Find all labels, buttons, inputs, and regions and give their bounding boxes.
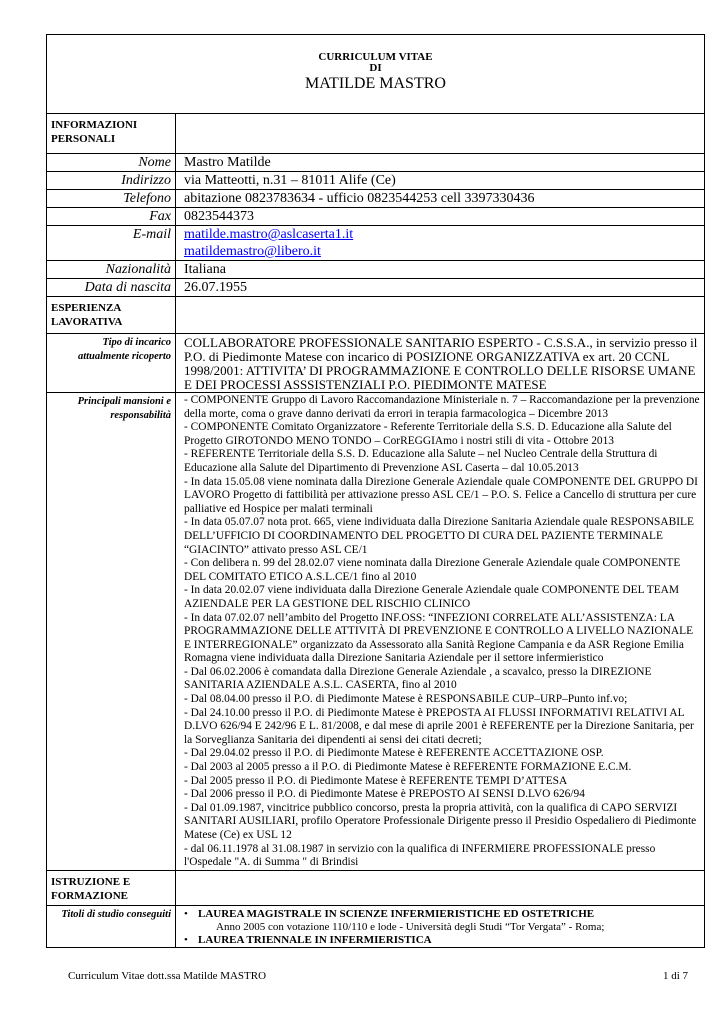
degree-title: LAUREA TRIENNALE IN INFERMIERISTICA bbox=[198, 933, 432, 946]
duty-item: - Dal 2003 al 2005 presso a il P.O. di Piedimonte Matese è REFERENTE FORMAZIONE E.C.M. bbox=[184, 761, 632, 774]
bullet-icon: • bbox=[184, 907, 188, 920]
cv-title-block bbox=[47, 35, 704, 114]
duty-item: - Con delibera n. 99 del 28.02.07 viene nominata dalla Direzione Generale Aziendale quale COMPONENTE DEL COMITATO ETICO A.S.L.CE/1 fino al 2010 bbox=[184, 557, 681, 583]
field-label-nascita: Data di nascita bbox=[47, 279, 176, 296]
duty-item: - Dal 08.04.00 presso il P.O. di Piedimonte Matese è RESPONSABILE CUP–URP–Punto inf.vo; bbox=[184, 693, 628, 706]
degree-detail: Anno 2005 con votazione 110/110 e lode - Università degli Studi “Tor Vergata” - Roma; bbox=[216, 920, 605, 933]
cv-frame bbox=[46, 34, 705, 948]
duty-item: - COMPONENTE Comitato Organizzatore - Referente Territoriale della S.S. D. Educazione alla Salute del Progetto GIROTONDO MENO TONDO – CorREGGIAmo i nostri stili di vita - Ottobre 2013 bbox=[184, 421, 672, 447]
duty-item: - Dal 2006 presso il P.O. di Piedimonte Matese è PREPOSTO AI SENSI D.LVO 626/94 bbox=[184, 788, 585, 801]
field-label-indirizzo: Indirizzo bbox=[47, 172, 176, 189]
field-row-email bbox=[47, 226, 704, 261]
duty-item: - Dal 24.10.00 presso il P.O. di Piedimonte Matese è PREPOSTA AI FLUSSI INFORMATIVI RELATIVI AL D.LVO 626/94 E 242/96 E L. 81/2008, e dal mese di aprile 2001 è REFERENTE per la Direzione Sanitaria, per la Sorveglianza Sanitaria dei dipendenti ai sensi dei citati decreti; bbox=[184, 706, 694, 746]
cv-heading-di: DI bbox=[369, 62, 382, 74]
field-value-fax: 0823544373 bbox=[184, 209, 254, 224]
field-label-telefono: Telefono bbox=[47, 190, 176, 207]
duty-item: - Dal 2005 presso il P.O. di Piedimonte Matese è REFERENTE TEMPI D’ATTESA bbox=[184, 774, 568, 787]
field-row-nome bbox=[47, 154, 704, 172]
field-label-fax: Fax bbox=[47, 208, 176, 225]
duty-item: - In data 07.02.07 nell’ambito del Progetto INF.OSS: “INFEZIONI CORRELATE ALL’ASSISTENZA: LA PROGRAMMAZIONE DELLE ATTIVITÀ DI PREVENZIONE E CONTROLLO A LIVELLO NAZIONALE E INTERREGIONALE” organizzato da Assessorato alla Sanità Regione Campania e da ASR Regione Emilia Romagna viene individuata dalla Direzione Sanitaria Aziendale per il settore infermieristico bbox=[184, 611, 694, 665]
duty-item: - Dal 01.09.1987, vincitrice pubblico concorso, presta la propria attività, con la qualifica di CAPO SERVIZI SANITARI AUSILIARI, profilo Operatore Professionale Dirigente presso il Presidio Ospedaliero di Piedimonte Matese (Ce) ex USL 12 bbox=[184, 801, 697, 841]
duty-item: - dal 06.11.1978 al 31.08.1987 in servizio con la qualifica di INFERMIERE PROFESSIONALE presso l'Ospedale "A. di Summa " di Brindisi bbox=[184, 842, 656, 869]
cv-heading: CURRICULUM VITAE bbox=[318, 51, 433, 63]
field-row-telefono bbox=[47, 190, 704, 208]
duty-item: - In data 05.07.07 nota prot. 665, viene individuata dalla Direzione Sanitaria Aziendale quale RESPONSABILE DELL’UFFICIO DI COORDINAMENTO DEL PROGETTO DI CURA DEL PAZIENTE TERMINALE “GIACINTO” attivato presso ASL CE/1 bbox=[184, 516, 694, 556]
duty-item: - In data 20.02.07 viene individuata dalla Direzione Generale Aziendale quale COMPONENTE DEL TEAM AZIENDALE PER LA GESTIONE DEL RISCHIO CLINICO bbox=[184, 584, 680, 610]
field-row-indirizzo bbox=[47, 172, 704, 190]
degree-item bbox=[184, 908, 700, 921]
email-link-personal[interactable]: matildemastro@libero.it bbox=[184, 244, 321, 259]
field-value-indirizzo: via Matteotti, n.31 – 81011 Alife (Ce) bbox=[184, 173, 396, 188]
current-role-value: COLLABORATORE PROFESSIONALE SANITARIO ESPERTO - C.S.S.A., in servizio presso il P.O. di Piedimonte Matese con incarico di POSIZIONE ORGANIZZATIVA ex art. 20 CCNL 1998/2001: ATTIVITA’ DI PROGRAMMAZIONE E CONTROLLO DELLE RISORSE UMANE E DEI PROCESSI ASSSISTENZIALI P.O. PIEDIMONTE MATESE bbox=[184, 335, 698, 392]
field-row-nazionalita bbox=[47, 261, 704, 279]
footer-document-title: Curriculum Vitae dott.ssa Matilde MASTRO bbox=[68, 970, 267, 982]
field-value-nazionalita: Italiana bbox=[184, 262, 226, 277]
field-value-nome: Mastro Matilde bbox=[184, 155, 271, 170]
duty-item: - COMPONENTE Gruppo di Lavoro Raccomandazione Ministeriale n. 7 – Raccomandazione per la prevenzione della morte, coma o grave danno derivati da errori in terapia farmacologica – Dicembre 2013 bbox=[184, 394, 700, 420]
degree-title: LAUREA MAGISTRALE IN SCIENZE INFERMIERISTICHE ED OSTETRICHE bbox=[198, 907, 595, 920]
email-link-work[interactable]: matilde.mastro@aslcaserta1.it bbox=[184, 227, 354, 242]
bullet-icon: • bbox=[184, 933, 188, 946]
section-education-row bbox=[47, 871, 704, 906]
section-personal-row bbox=[47, 114, 704, 154]
field-label-nazionalita: Nazionalità bbox=[47, 261, 176, 278]
footer-page-number: 1 di 7 bbox=[662, 970, 688, 982]
cv-person-name: MATILDE MASTRO bbox=[305, 75, 446, 92]
titles-label: Titoli di studio conseguiti bbox=[47, 906, 176, 947]
page-footer bbox=[68, 970, 688, 982]
duty-item: - Dal 29.04.02 presso il P.O. di Piedimonte Matese è REFERENTE ACCETTAZIONE OSP. bbox=[184, 747, 604, 760]
field-value-telefono: abitazione 0823783634 - ufficio 0823544253 cell 3397330436 bbox=[184, 191, 535, 206]
section-education-title: ISTRUZIONE E FORMAZIONE bbox=[47, 871, 176, 905]
duty-item: - Dal 06.02.2006 è comandata dalla Direzione Generale Aziendale , a scavalco, presso la DIREZIONE SANITARIA AZIENDALE A.S.L. CASERTA, fino al 2010 bbox=[184, 665, 652, 692]
section-personal-title: INFORMAZIONI PERSONALI bbox=[47, 114, 176, 153]
duties-row bbox=[47, 393, 704, 871]
duty-item: - REFERENTE Territoriale della S.S. D. Educazione alla Salute – nel Nucleo Centrale della Struttura di Educazione alla Salute del Dipartimento di Prevenzione ASL Caserta – dal 10.05.2013 bbox=[184, 448, 658, 474]
degree-item bbox=[184, 934, 700, 947]
section-experience-row bbox=[47, 297, 704, 334]
field-row-fax bbox=[47, 208, 704, 226]
section-experience-title: ESPERIENZA LAVORATIVA bbox=[47, 297, 176, 333]
current-role-row bbox=[47, 334, 704, 393]
field-row-nascita bbox=[47, 279, 704, 297]
duties-list bbox=[176, 393, 704, 870]
titles-row bbox=[47, 906, 704, 947]
duty-item: - In data 15.05.08 viene nominata dalla Direzione Generale Aziendale quale COMPONENTE DEL GRUPPO DI LAVORO Progetto di fattibilità per attivazione presso ASL CE/1 – P.O. S. Felice a Cancello di struttura per cure palliative ed Hospice per malati terminali bbox=[184, 475, 698, 515]
duties-label: Principali mansioni e responsabilità bbox=[47, 393, 176, 870]
field-label-nome: Nome bbox=[47, 154, 176, 171]
current-role-label: Tipo di incarico attualmente ricoperto bbox=[47, 334, 176, 392]
field-value-nascita: 26.07.1955 bbox=[184, 280, 247, 295]
field-label-email: E-mail bbox=[47, 226, 176, 260]
